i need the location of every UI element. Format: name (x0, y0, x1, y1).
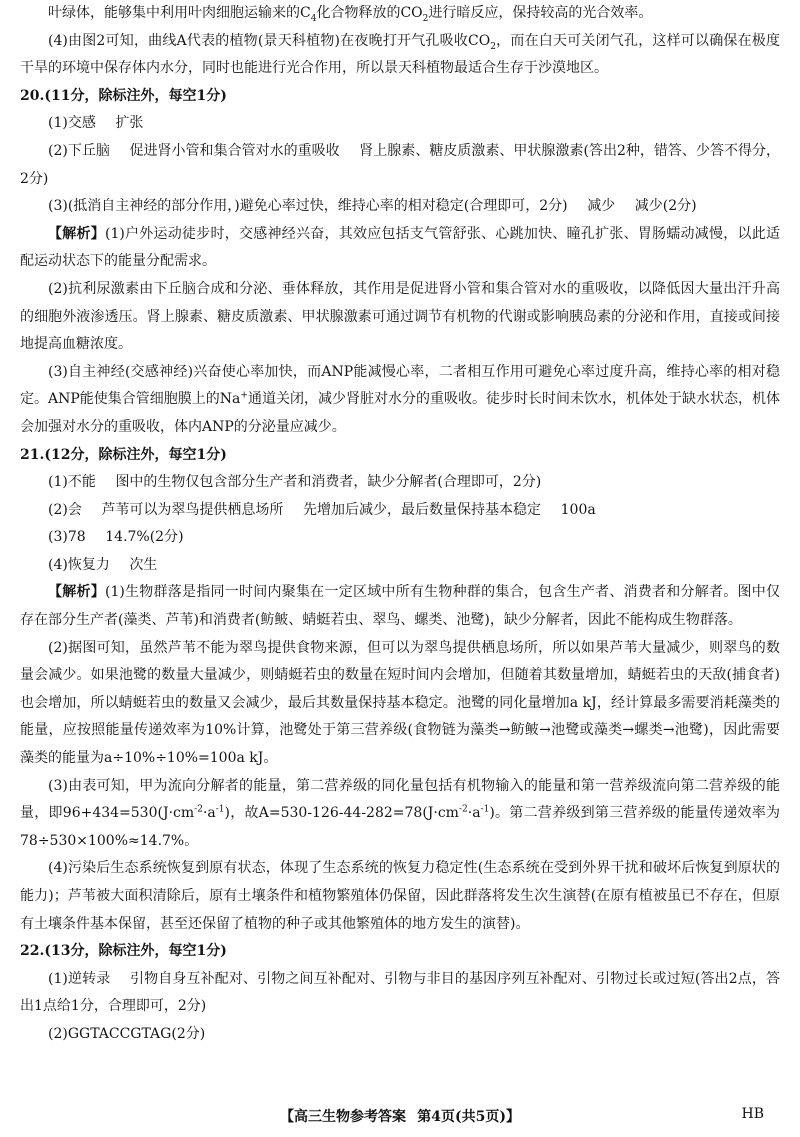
answer-part: 促进肾小管和集合管对水的重吸收 (129, 142, 340, 159)
q21-analysis-2: (2)据图可知，虽然芦苇不能为翠鸟提供食物来源，但可以为翠鸟提供栖息场所，所以如果芦苇大量减少，则翠鸟的数量会减少。如果池鹭的数量大量减少，则蜻蜓若虫的数量在短时间内会增加，但随着其数量增加，蜻蜓若虫的天敌(捕食者)也会增加，所以蜻蜓若虫的数量又会减少，最后其数量保持基本稳定。池鹭的同化量增加a kJ，经计算最多需要消耗藻类的能量，应按照能量传递效率为10%计算，池鹭处于第三营养级(食物链为藻类→鲂鲏→池鹭或藻类→螺类→池鹭)，因此需要藻类的能量为a÷10%÷10%=100a kJ。 (20, 639, 780, 767)
answer-part: (4)恢复力 (48, 556, 110, 573)
analysis-text: (1)户外运动徒步时，交感神经兴奋，其效应包括支气管舒张、心跳加快、瞳孔扩张、胃肠蠕动减慢，以此适配运动状态下的能量分配需求。 (20, 225, 780, 270)
q20-heading: 20.(11分，除标注外，每空1分) (20, 87, 227, 104)
q20-analysis-2: (2)抗利尿激素由下丘脑合成和分泌、垂体释放，其作用是促进肾小管和集合管对水的重吸收，以降低因大量出汗升高的细胞外液渗透压。肾上腺素、糖皮质激素、甲状腺激素可通过调节有机物的代谢或影响胰岛素的分泌和作用，直接或间接地提高血糖浓度。 (20, 280, 780, 353)
answer-part: 扩张 (115, 115, 144, 132)
superscript: + (240, 390, 248, 401)
q20-answer-2 (20, 138, 780, 193)
answer-part: 100a (560, 501, 596, 518)
answer-part: (2)会 (48, 501, 82, 518)
q21-analysis-3 (20, 773, 780, 856)
answer-part: 引物自身互补配对、引物之间互补配对、引物与非目的基因序列互补配对、引物过长或过短(答出2点，答出1点给1分，合理即可，2分) (20, 970, 780, 1015)
superscript: -2 (194, 804, 203, 815)
text-line: 化合物释放的CO (316, 5, 423, 21)
q21-analysis-4: (4)污染后生态系统恢复到原有状态，体现了生态系统的恢复力稳定性(生态系统在受到外界干扰和破坏后恢复到原状的能力)；芦苇被大面积清除后，原有土壤条件和植物繁殖体仍保留，因此群落将发生次生演替(在原有植被虽已不存在，但原有土壤条件基本保留，甚至还保留了植物的种子或其他繁殖体的地方发生的演替)。 (20, 860, 780, 932)
answer-part: 14.7%(2分) (105, 529, 184, 546)
page-footer (0, 1106, 800, 1126)
answer-part: 减少(2分) (634, 198, 697, 215)
analysis-label: 【解析】 (48, 584, 105, 601)
text-run: ，而在白天可关闭气孔，这样可以确保在极度干旱的环境中保存体内水分，同时也能进行光合作用，所以景天科植物最适合生存于沙漠地区。 (20, 32, 781, 77)
analysis-text: )，故A=530-126-44-282=78(J·cm (224, 805, 459, 822)
superscript: -1 (480, 804, 490, 815)
document-body (20, 0, 780, 1049)
q21-answer-3 (20, 524, 780, 552)
answer-part: (1)逆转录 (48, 970, 111, 987)
q22-heading: 22.(13分，除标注外，每空1分) (20, 943, 227, 960)
analysis-text: 通道关闭，减少肾脏对水分的重吸收。徒步时长时间未饮水，机体处于缺水状态，机体会加强对水分的重吸收，体内ANP的分泌量应减少。 (20, 391, 780, 435)
text-line: 叶绿体，能够集中利用叶肉细胞运输来的C (48, 5, 311, 21)
q21-analysis-1 (20, 579, 780, 634)
q20-answer-1 (20, 110, 780, 138)
q20-answer-3 (20, 193, 780, 221)
analysis-text: (3)由表可知，甲为流向分解者的能量，第二营养级的同化量包括有机物输入的能量和第一营养级流向第二营养级的能量，即96+434=530(J·cm (20, 777, 780, 822)
answer-part: (1)交感 (48, 115, 96, 132)
answer-part: 减少 (587, 198, 616, 215)
answer-part: (1)不能 (48, 474, 96, 491)
answer-part: (2)下丘脑 (48, 142, 110, 159)
answer-part: 先增加后减少，最后数量保持基本稳定 (303, 501, 542, 518)
analysis-text: )。第二营养级到第三营养级的能量传递效率为78÷530×100%≈14.7%。 (20, 805, 781, 849)
superscript: -1 (215, 804, 225, 815)
q19-answer-4 (20, 28, 780, 83)
subscript: 2 (490, 41, 496, 52)
analysis-text: ·a (202, 805, 216, 822)
text-run: (4)由图2可知，曲线A代表的植物(景天科植物)在夜晚打开气孔吸收CO (48, 32, 491, 49)
answer-part: 芦苇可以为翠鸟提供栖息场所 (101, 501, 284, 518)
answer-part: (3)78 (48, 529, 86, 546)
q22-answer-1 (20, 966, 780, 1021)
q22-answer-2: (2)GGTACCGTAG(2分) (48, 1025, 206, 1042)
q21-answer-4 (20, 552, 780, 580)
q19-continuation (20, 0, 780, 28)
answer-part: (3)(抵消自主神经的部分作用，)避免心率过快，维持心率的相对稳定(合理即可，2分) (48, 198, 568, 215)
q21-answer-1 (20, 469, 780, 497)
analysis-text: (3)自主神经(交感神经)兴奋使心率加快，而ANP能减慢心率，二者相互作用可避免心率过度升高，维持心率的相对稳定。ANP能使集合管细胞膜上的Na (20, 363, 780, 408)
analysis-label: 【解析】 (48, 225, 105, 242)
analysis-text: ·a (467, 805, 481, 822)
q20-analysis-3 (20, 359, 780, 442)
subscript: 2 (422, 13, 429, 24)
answer-part: 肾上腺素、糖皮质激素、甲状腺激素(答出2种，错答、少答不得分，2分) (20, 142, 780, 187)
q21-answer-2 (20, 497, 780, 525)
q21-heading: 21.(12分，除标注外，每空1分) (20, 446, 227, 463)
analysis-text: (1)生物群落是指同一时间内聚集在一定区域中所有生物种群的集合，包含生产者、消费者和分解者。图中仅存在部分生产者(藻类、芦苇)和消费者(鲂鲏、蜻蜓若虫、翠鸟、螺类、池鹭)，缺少分解者，因此不能构成生物群落。 (20, 584, 780, 629)
answer-part: 次生 (129, 556, 158, 573)
text-line: 进行暗反应，保持较高的光合效率。 (428, 5, 653, 21)
footer-title: 【高三生物参考答案 (280, 1109, 407, 1125)
footer-page-number: 第4页(共5页)】 (417, 1109, 520, 1125)
answer-part: 图中的生物仅包含部分生产者和消费者，缺少分解者(合理即可，2分) (115, 474, 542, 491)
subscript: 4 (310, 13, 317, 24)
footer-code: HB (741, 1106, 764, 1122)
q20-analysis-1 (20, 221, 780, 276)
superscript: -2 (458, 804, 468, 815)
